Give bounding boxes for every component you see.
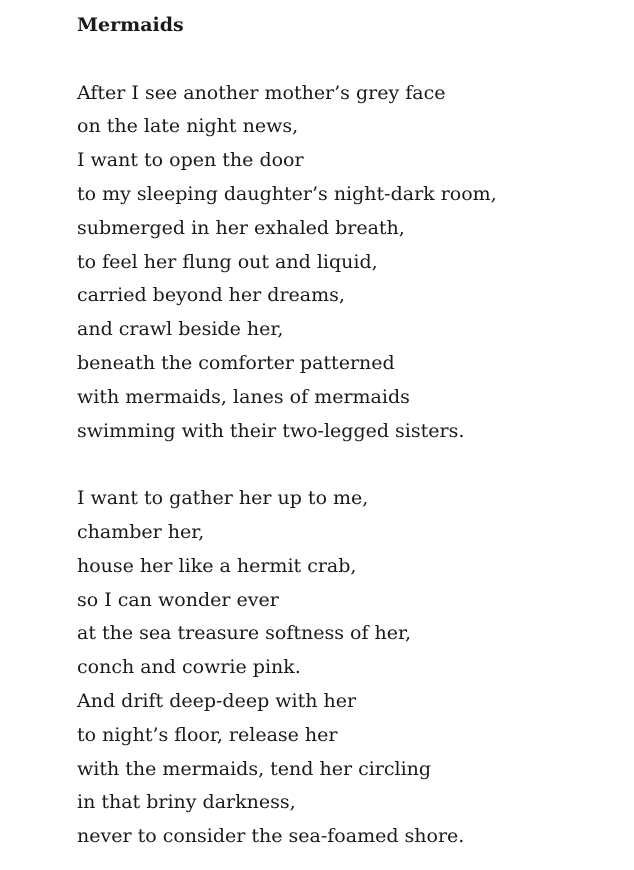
poem-line: house her like a hermit crab,: [77, 554, 357, 577]
poem-line: submerged in her exhaled breath,: [77, 216, 405, 239]
poem-line: to my sleeping daughter’s night-dark room,: [77, 182, 497, 205]
poem-line: carried beyond her dreams,: [77, 284, 345, 307]
poem-line: And drift deep-deep with her: [77, 689, 357, 712]
poem-line: to feel her flung out and liquid,: [77, 250, 378, 273]
stanza-spacer: [77, 43, 617, 77]
poem-line: with mermaids, lanes of mermaids: [77, 385, 410, 408]
poem-line: on the late night news,: [77, 115, 299, 138]
stanza-spacer: [77, 448, 617, 482]
stanza-1: [77, 77, 617, 449]
poem-line: swimming with their two-legged sisters.: [77, 419, 465, 442]
poem-line: with the mermaids, tend her circling: [77, 757, 432, 780]
poem-title: Mermaids: [77, 14, 184, 36]
poem-line: and crawl beside her,: [77, 318, 284, 341]
poem-line: in that briny darkness,: [77, 791, 296, 814]
poem-line: at the sea treasure softness of her,: [77, 622, 412, 645]
poem: [77, 9, 617, 854]
poem-line: I want to gather her up to me,: [77, 487, 369, 510]
poem-line: After I see another mother’s grey face: [77, 81, 446, 104]
poem-line: beneath the comforter patterned: [77, 351, 395, 374]
poem-line: I want to open the door: [77, 149, 304, 172]
poem-line: to night’s floor, release her: [77, 723, 338, 746]
poem-line: never to consider the sea-foamed shore.: [77, 825, 465, 848]
poem-line: chamber her,: [77, 520, 205, 543]
stanza-2: [77, 482, 617, 854]
poem-line: so I can wonder ever: [77, 588, 279, 611]
poem-line: conch and cowrie pink.: [77, 656, 301, 679]
